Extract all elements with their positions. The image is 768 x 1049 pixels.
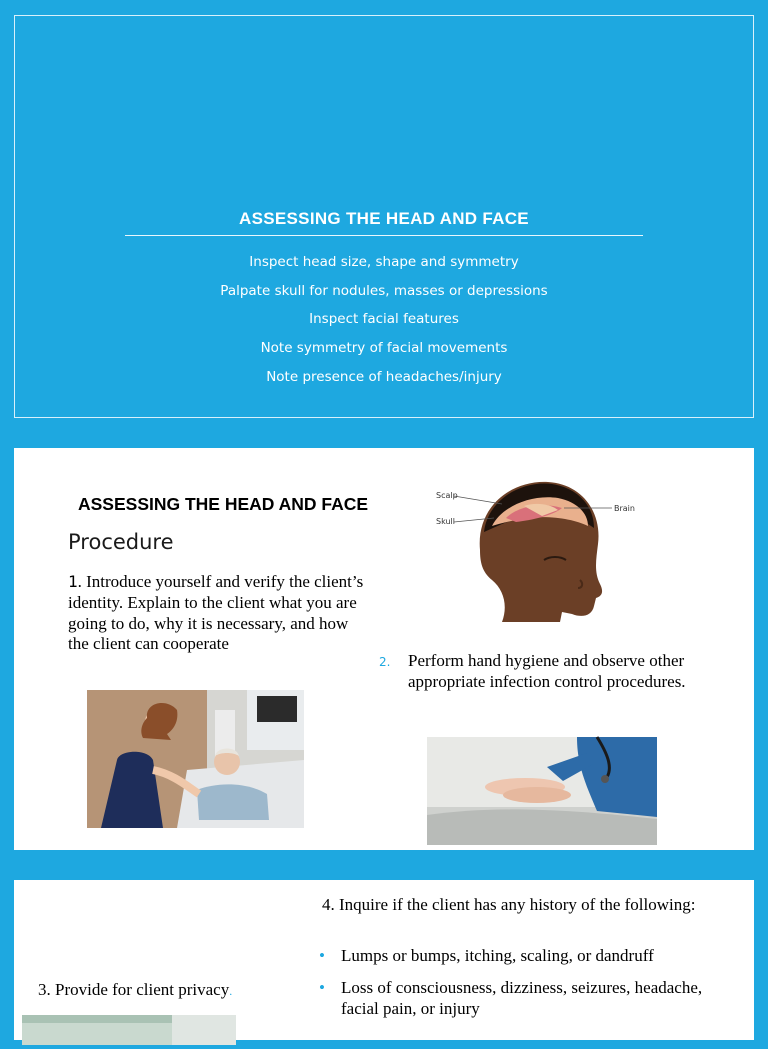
step-3 — [38, 980, 232, 1000]
step-4-text: 4. Inquire if the client has any history of the following: — [322, 895, 696, 914]
step-2-text: Perform hand hygiene and observe other appropriate infection control procedures. — [408, 651, 686, 691]
step-1-number: 1 — [68, 572, 78, 591]
step-3-end: . — [229, 984, 233, 998]
skull-label: Skull — [436, 517, 455, 526]
history-item — [319, 946, 719, 967]
step-3-text: 3. Provide for client privacy — [38, 980, 230, 999]
title-divider — [125, 235, 643, 236]
assessment-item: Note presence of headaches/injury — [266, 368, 502, 385]
procedure-heading: Procedure — [68, 530, 174, 554]
step-2-number: 2. — [379, 655, 391, 669]
history-slide — [14, 880, 754, 1040]
slide-title: ASSESSING THE HEAD AND FACE — [239, 209, 529, 228]
procedure-slide — [14, 448, 754, 850]
history-list — [319, 946, 719, 1030]
history-item — [319, 978, 719, 1020]
bullet-dot-icon: • — [319, 946, 325, 965]
assessment-item: Inspect facial features — [309, 311, 459, 328]
assessment-item: Inspect head size, shape and symmetry — [249, 254, 519, 270]
slide-title: ASSESSING THE HEAD AND FACE — [78, 494, 369, 514]
scalp-label: Scalp — [436, 491, 458, 500]
assessment-item: Palpate skull for nodules, masses or depressions — [220, 282, 548, 299]
history-item-text: Lumps or bumps, itching, scaling, or dandruff — [341, 946, 654, 965]
brain-label: Brain — [614, 504, 635, 513]
hand-washing-photo — [427, 737, 657, 845]
step-1-text: . Introduce yourself and verify the client’s identity. Explain to the client what you are going to do, why it is necessary, and how the client can cooperate — [68, 572, 364, 654]
bullet-dot-icon: • — [319, 977, 325, 997]
assessment-item: Note symmetry of facial movements — [260, 340, 508, 357]
nurse-with-patient-photo — [87, 690, 304, 828]
assessment-list — [15, 248, 753, 392]
head-anatomy-illustration — [432, 476, 635, 622]
privacy-photo — [22, 1015, 236, 1045]
history-item-text: Loss of consciousness, dizziness, seizures, headache, facial pain, or injury — [341, 977, 703, 1018]
title-slide — [14, 15, 754, 418]
step-1 — [68, 572, 368, 655]
